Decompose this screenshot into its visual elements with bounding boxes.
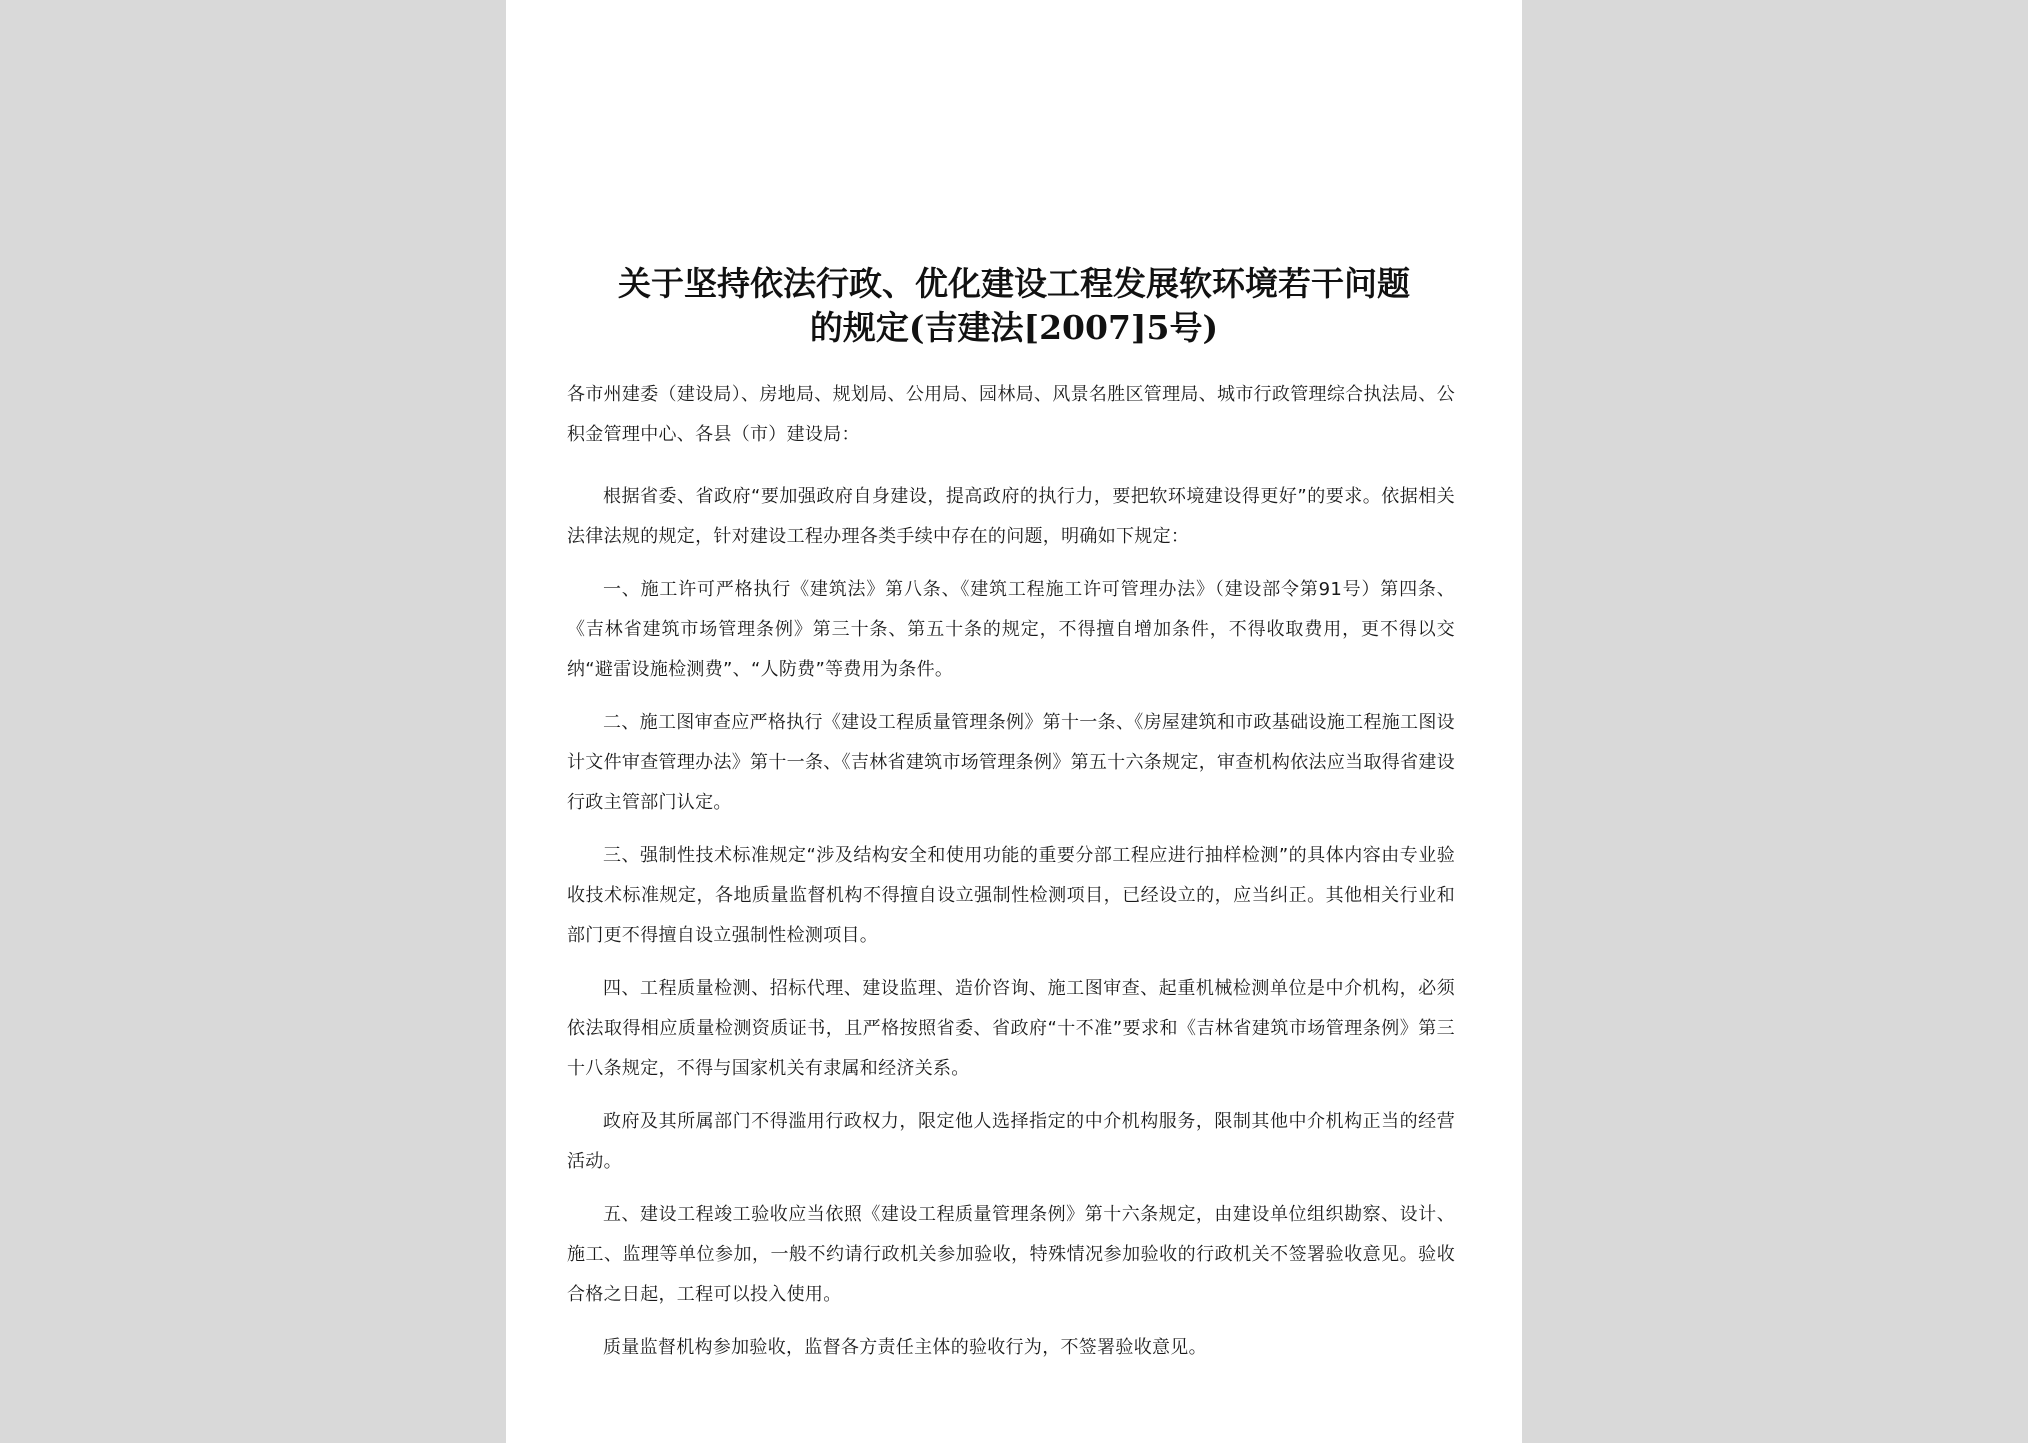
paragraph-item-4-note: 政府及其所属部门不得滥用行政权力，限定他人选择指定的中介机构服务，限制其他中介机构正当的经营活动。	[567, 1111, 1455, 1172]
paragraph-item-5: 五、建设工程竣工验收应当依照《建设工程质量管理条例》第十六条规定，由建设单位组织勘察、设计、施工、监理等单位参加，一般不约请行政机关参加验收，特殊情况参加验收的行政机关不签署验收意见。验收合格之日起，工程可以投入使用。	[567, 1204, 1455, 1305]
paragraph-item-4: 四、工程质量检测、招标代理、建设监理、造价咨询、施工图审查、起重机械检测单位是中介机构，必须依法取得相应质量检测资质证书，且严格按照省委、省政府“十不准”要求和《吉林省建筑市场管理条例》第三十八条规定，不得与国家机关有隶属和经济关系。	[567, 978, 1455, 1079]
paragraph-preamble: 根据省委、省政府“要加强政府自身建设，提高政府的执行力，要把软环境建设得更好”的要求。依据相关法律法规的规定，针对建设工程办理各类手续中存在的问题，明确如下规定：	[567, 486, 1455, 547]
title-line-2: 的规定(吉建法[2007]5号)	[809, 308, 1219, 347]
document-title	[546, 262, 1482, 350]
paragraph-item-1: 一、施工许可严格执行《建筑法》第八条、《建筑工程施工许可管理办法》（建设部令第91号）第四条、《吉林省建筑市场管理条例》第三十条、第五十条的规定，不得擅自增加条件，不得收取费用，更不得以交纳“避雷设施检测费”、“人防费”等费用为条件。	[567, 579, 1455, 680]
title-line-1: 关于坚持依法行政、优化建设工程发展软环境若干问题	[618, 264, 1410, 303]
document-page	[506, 0, 1522, 1443]
paragraph-item-5-note: 质量监督机构参加验收，监督各方责任主体的验收行为，不签署验收意见。	[603, 1337, 1207, 1358]
addressee: 各市州建委（建设局）、房地局、规划局、公用局、园林局、风景名胜区管理局、城市行政管理综合执法局、公积金管理中心、各县（市）建设局：	[567, 384, 1455, 445]
paragraph-item-3: 三、强制性技术标准规定“涉及结构安全和使用功能的重要分部工程应进行抽样检测”的具体内容由专业验收技术标准规定，各地质量监督机构不得擅自设立强制性检测项目，已经设立的，应当纠正。其他相关行业和部门更不得擅自设立强制性检测项目。	[567, 845, 1455, 946]
paragraph-item-2: 二、施工图审查应严格执行《建设工程质量管理条例》第十一条、《房屋建筑和市政基础设施工程施工图设计文件审查管理办法》第十一条、《吉林省建筑市场管理条例》第五十六条规定，审查机构依法应当取得省建设行政主管部门认定。	[567, 712, 1455, 813]
document-body	[567, 375, 1455, 1381]
